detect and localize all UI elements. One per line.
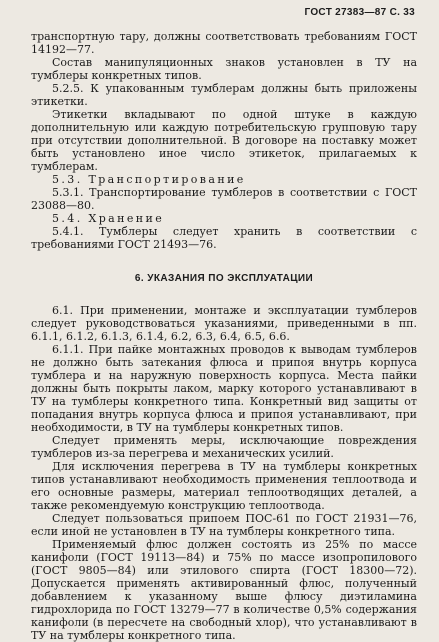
paragraph: Этикетки вкладывают по одной штуке в каждую дополнительную или каждую потребительскую групповую тару при отсутствии дополнительной. В договоре на поставку может быть установлено иное число этикеток, прилагаемых к тумблерам. — [31, 108, 417, 173]
paragraph: 5.3.1. Транспортирование тумблеров в соответствии с ГОСТ 23088—80. — [31, 186, 417, 212]
paragraph: Применяемый флюс должен состоять из 25% по массе канифоли (ГОСТ 19113—84) и 75% по массе изопропилового (ГОСТ 9805—84) или этилового спирта (ГОСТ 18300—72). Допускается применять активированный флюс, полученный добавлением к указанному выше флюсу диэтиламина гидрохлорида по ГОСТ 13279—77 в количестве 0,5% содержания канифоли (в пересчете на свободный хлор), что устанавливают в ТУ на тумблеры конкретного типа. — [31, 538, 417, 642]
section-6-title: 6. УКАЗАНИЯ ПО ЭКСПЛУАТАЦИИ — [134, 273, 314, 284]
paragraph: 5.4.1. Тумблеры следует хранить в соответствии с требованиями ГОСТ 21493—76. — [31, 225, 417, 251]
paragraph: 6.1.1. При пайке монтажных проводов к выводам тумблеров не должно быть затекания флюса и припоя внутрь корпуса тумблера и на наружную поверхность корпуса. Места пайки должны быть покрыты лаком, марку которого устанавливают в ТУ на тумблеры конкретного типа. Конкретный вид защиты от попадания внутрь корпуса флюса и припоя устанавливают, при необходимости, в ТУ на тумблеры конкретных типов. — [31, 343, 417, 434]
section-6 — [31, 304, 417, 642]
paragraph: 5.2.5. К упакованным тумблерам должны быть приложены этикетки. — [31, 82, 417, 108]
document-body — [31, 30, 417, 642]
subsection-heading: 5.4. Хранение — [52, 212, 165, 225]
paragraph: Следует пользоваться припоем ПОС-61 по ГОСТ 21931—76, если иной не установлен в ТУ на тумблеры конкретного типа. — [31, 512, 417, 538]
page-header: ГОСТ 27383—87 С. 33 — [304, 7, 415, 18]
paragraph: транспортную тару, должны соответствовать требованиям ГОСТ 14192—77. — [31, 30, 417, 56]
section-5 — [31, 30, 417, 251]
paragraph: Для исключения перегрева в ТУ на тумблеры конкретных типов устанавливают необходимость применения теплоотвода и его основные размеры, материал теплоотводящих деталей, а также рекомендуемую конструкцию теплоотвода. — [31, 460, 417, 512]
subsection-heading: 5.3. Транспортирование — [52, 173, 246, 186]
paragraph: 6.1. При применении, монтаже и эксплуатации тумблеров следует руководствоваться указаниями, приведенными в пп. 6.1.1, 6.1.2, 6.1.3, 6.1.4, 6.2, 6.3, 6.4, 6.5, 6.6. — [31, 304, 417, 343]
paragraph: Следует применять меры, исключающие повреждения тумблеров из-за перегрева и механических усилий. — [31, 434, 417, 460]
paragraph: Состав манипуляционных знаков установлен в ТУ на тумблеры конкретных типов. — [31, 56, 417, 82]
